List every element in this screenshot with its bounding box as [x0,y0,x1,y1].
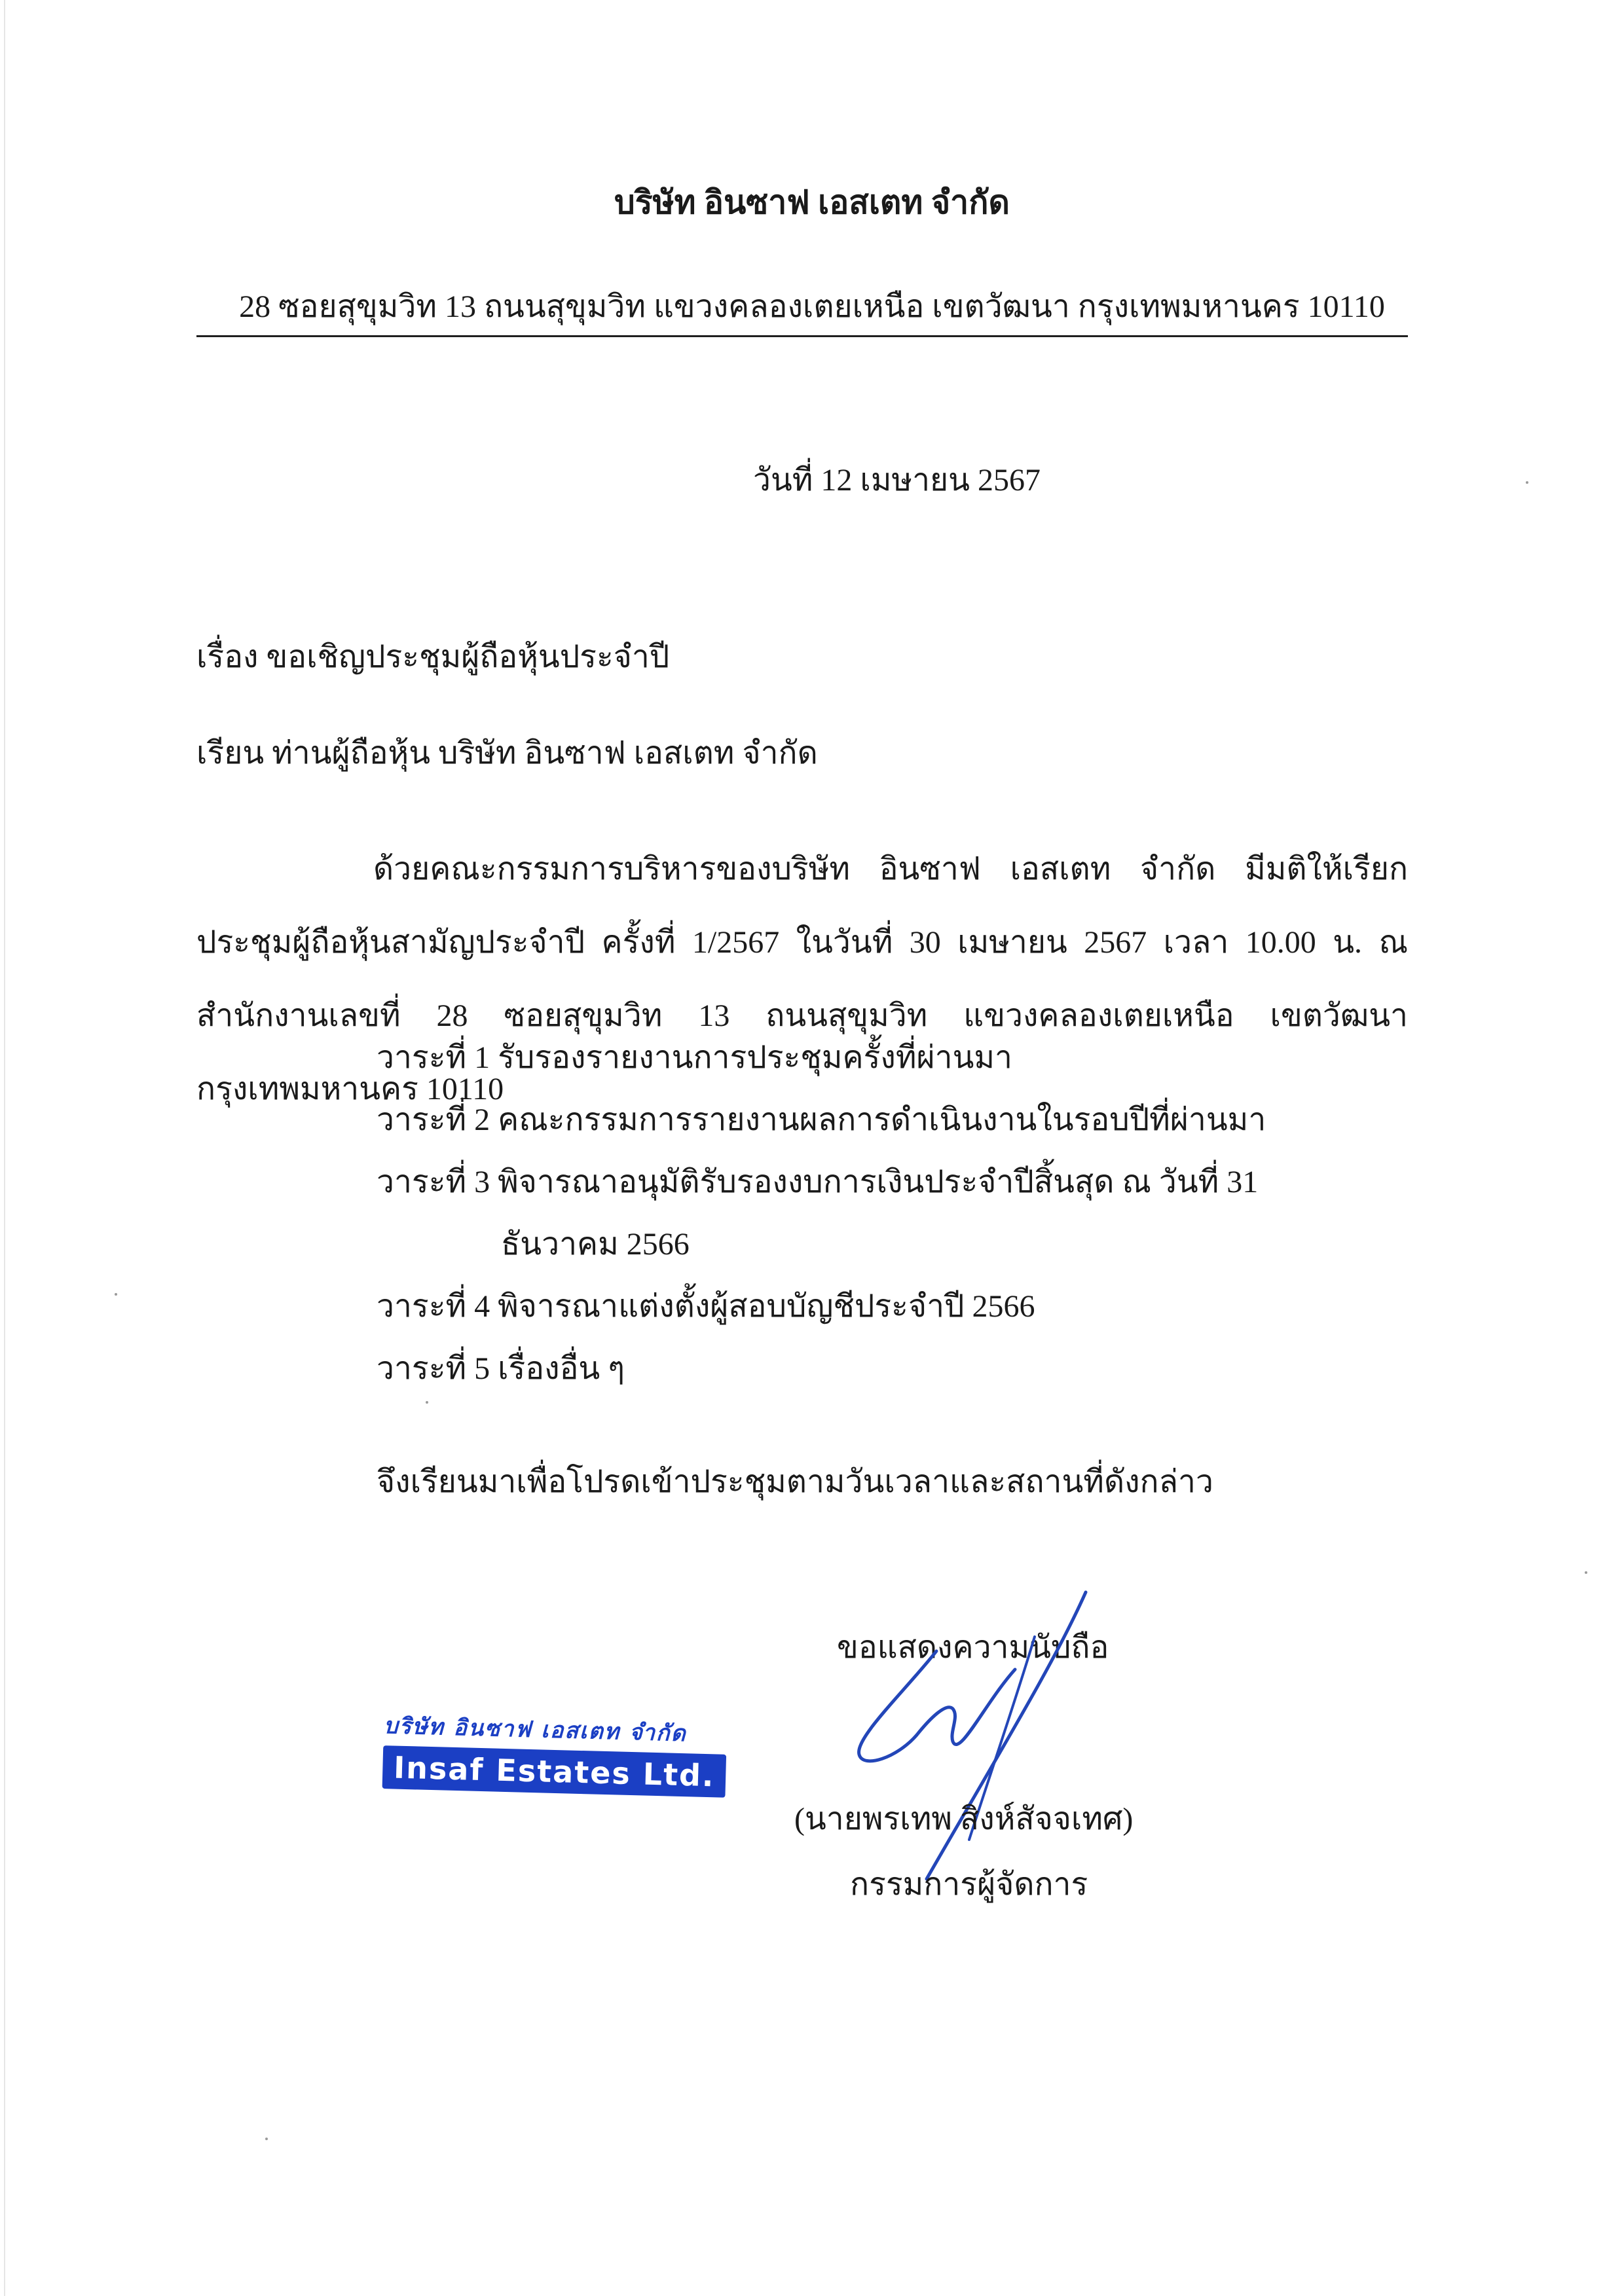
signer-name: (นายพรเทพ สิงห์สัจจเทศ) [794,1802,1134,1836]
scan-speck [265,2138,268,2140]
letter-subject: เรื่อง ขอเชิญประชุมผู้ถือหุ้นประจำปี [196,640,670,674]
agenda-item-2: วาระที่ 2 คณะกรรมการรายงานผลการดำเนินงานในรอบปีที่ผ่านมา [377,1102,1266,1137]
agenda-item-3-continuation: ธันวาคม 2566 [501,1227,690,1262]
agenda-item-4: วาระที่ 4 พิจารณาแต่งตั้งผู้สอบบัญชีประจำปี 2566 [377,1289,1035,1324]
letter-recipient: เรียน ท่านผู้ถือหุ้น บริษัท อินซาฟ เอสเตท จำกัด [196,736,818,771]
page-edge [4,0,5,2296]
letterhead-company-name: บริษัท อินซาฟ เอสเตท จำกัด [614,184,1010,221]
stamp-english-text: Insaf Estates Ltd. [382,1745,727,1798]
company-stamp [382,1707,729,1803]
agenda-item-1: วาระที่ 1 รับรองรายงานการประชุมครั้งที่ผ่านมา [377,1040,1012,1075]
letter-date: วันที่ 12 เมษายน 2567 [753,463,1041,498]
signer-title: กรรมการผู้จัดการ [850,1867,1088,1902]
scan-speck [115,1293,117,1296]
letterhead-divider [196,335,1408,337]
signature-regards: ขอแสดงความนับถือ [837,1630,1109,1665]
scan-speck [1585,1571,1587,1574]
agenda-item-3: วาระที่ 3 พิจารณาอนุมัติรับรองงบการเงินประจำปีสิ้นสุด ณ วันที่ 31 [377,1165,1259,1199]
letter-body-paragraph: ด้วยคณะกรรมการบริหารของบริษัท อินซาฟ เอสเตท จำกัด มีมติให้เรียกประชุมผู้ถือหุ้นสามัญประจำปี ครั้งที่ 1/2567 ในวันที่ 30 เมษายน 2567 เวลา 10.00 น. ณ สำนักงานเลขที่ 28 ซอยสุขุมวิท 13 ถนนสุขุมวิท แขวงคลองเตยเหนือ เขตวัฒนา กรุงเทพมหานคร 10110 [196,852,1408,1106]
letterhead-address: 28 ซอยสุขุมวิท 13 ถนนสุขุมวิท แขวงคลองเตยเหนือ เขตวัฒนา กรุงเทพมหานคร 10110 [239,289,1385,324]
scan-speck [426,1401,428,1404]
stamp-thai-text: บริษัท อินซาฟ เอสเตท จำกัด [383,1713,688,1747]
letter-closing: จึงเรียนมาเพื่อโปรดเข้าประชุมตามวันเวลาและสถานที่ดังกล่าว [377,1465,1213,1499]
scan-speck [1526,481,1528,484]
agenda-item-5: วาระที่ 5 เรื่องอื่น ๆ [377,1351,625,1386]
